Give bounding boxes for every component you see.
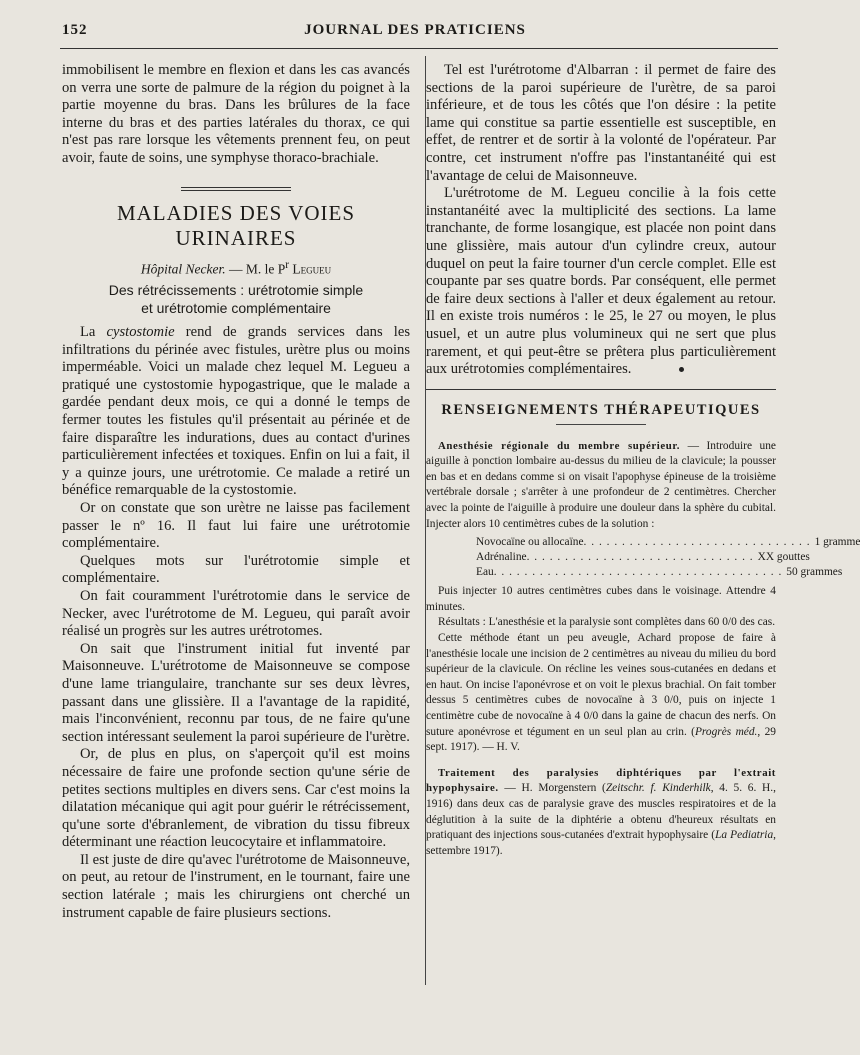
bullet-mark	[679, 367, 684, 372]
legueu-text: L'urétrotome de M. Legueu concilie à la fois cette instantanéité avec la multiplicité des sections. La lame tranchante, de forme losangique, est placée non point dans une glissière, mais autour d'un cylindre creux, autour duquel on peut la faire tourner d'un cercle complet. Elle est coupante par ses quatre bords. Par conséquent, elle permet de faire deux sections à l'aller et deux également au retour. Il en existe trois numéros : le 25, le 27 ou moyen, le plus usuel, et un autre plus volumineux qui ne sert que plus rarement, et qui peut-être se prêtera plus particulièrement aux urétrotomies complémentaires.	[426, 185, 776, 378]
right-column	[426, 62, 860, 859]
traitement-title: Traitement des paralysies diphtériques par l'extrait hypophysaire.	[426, 766, 776, 795]
leader-dots: . . . . . . . . . . . . . . . . . . . . . . . . . . . . . .	[583, 536, 811, 549]
hospital-dash: — M. le P	[225, 261, 286, 277]
ingredient-name: Novocaïne ou allocaïne	[476, 536, 584, 549]
traitement-source: La Pediatria	[715, 829, 774, 842]
ingredient-name: Eau	[476, 566, 494, 579]
paragraph-cystostomie	[62, 324, 410, 500]
achard-source: Progrès méd.	[694, 725, 758, 738]
professor-name: Legueu	[292, 261, 332, 277]
paragraph-legueu	[426, 185, 776, 379]
journal-title: JOURNAL DES PRATICIENS	[304, 22, 526, 38]
anesthesie-title: Anesthésie régionale du membre supérieur.	[438, 439, 681, 452]
paragraph-4: On fait couramment l'urétrotomie dans le service de Necker, avec l'urétrotome de M. Legueu, qui paraît avoir réalisé un progrès sur les autres urétrotomes.	[62, 587, 410, 640]
p1-italic: cystostomie	[106, 324, 175, 341]
paragraph-5: On sait que l'instrument initial fut inventé par Maisonneuve. L'urétrotome de Maisonneuve se compose d'une lame triangulaire, tranchante sur ses deux lèvres, passant dans une glissière. Il a l'avantage de la rapidité, mais l'inconvénient, reconnu par tous, de ne faire qu'une section intéressant seulement la paroi supérieure de l'urètre.	[62, 640, 410, 745]
leader-dots: . . . . . . . . . . . . . . . . . . . . . . . . . . . . . . . . . . . . . .	[493, 566, 783, 579]
ingredient-row	[476, 535, 860, 550]
traitement-end: , settembre 1917).	[426, 829, 777, 857]
title-superscript: r	[285, 258, 289, 271]
traitement-paragraph	[426, 766, 776, 860]
page-header	[60, 22, 770, 44]
ingredient-quantity: 1 gramme	[814, 536, 860, 549]
anesthesie-text: — Introduire une aiguille à ponction lombaire au-dessus du milieu de la clavicule; la pousser en bas et en dedans comme si on visait l'apophyse épineuse de la troisième vertébrale dorsale ; s'arrêter à une profondeur de 2 centimètres. Chercher avec la pointe de l'aiguille à produire une douleur dans la sphère du cubital. Injecter alors 10 centimètres cubes de la solution :	[426, 439, 776, 530]
paragraph-6: Or, de plus en plus, on s'aperçoit qu'il est moins nécessaire de faire une profonde section qu'une série de petites sections multiples en divers sens. Car c'est moins la dilatation mécanique qui agit pour guérir le rétrécissement, qu'une sorte d'ébranlement, de vibration du tissu fibreux déterminant une réaction leucocytaire et inflammatoire.	[62, 746, 410, 851]
resultats-paragraph: Résultats : L'anesthésie et la paralysie sont complètes dans 60 0/0 des cas.	[438, 616, 776, 629]
page-number: 152	[62, 22, 88, 38]
article-title-line-2: et urétrotomie complémentaire	[141, 300, 331, 317]
leader-dots: . . . . . . . . . . . . . . . . . . . . . . . . . . . . . .	[526, 551, 754, 564]
article-title-line-1: Des rétrécissements : urétrotomie simple	[108, 282, 364, 299]
ingredient-list	[476, 535, 860, 580]
hospital-line	[62, 259, 410, 278]
injection-paragraph: Puis injecter 10 autres centimètres cubes dans le voisinage. Attendre 4 minutes.	[426, 585, 776, 613]
traitement-author: — H. Morgenstern (	[498, 782, 606, 795]
p1-rest: rend de grands services dans les infiltrations du périnée avec fistules, urètre plus ou moins imperméable. Voici un malade chez lequel M. Legueu a pratiqué une cystostomie hypogastrique, que le malade a gardée pendant deux mois, ce qui a donné le temps de fermer toutes les fistules qu'il présentait au périnée et de faire disparaître les indurations, dues au contact d'urines particulièrement infectées et toxiques. Enfin on lui a fait, il y a quinze jours, une urétrotomie. Ce malade a retiré un bénéfice remarquable de la cystostomie.	[62, 324, 410, 499]
traitement-text: , 4. 5. 6. H., 1916) dans deux cas de paralysie grave des muscles respiratoires et de la déglutition à la suite de la diphtérie a obtenu d'heureux résultats en pratiquant des injections sous-cutanées d'extrait hypophysaire (	[426, 782, 776, 842]
left-column	[62, 62, 410, 922]
renseignements-section	[426, 389, 860, 860]
paragraph-3: Quelques mots sur l'urétrotomie simple et complémentaire.	[62, 552, 410, 587]
ingredient-quantity: 50 grammes	[786, 566, 843, 579]
paragraph-2: Or on constate que son urètre ne laisse pas facilement passer le nº 16. Il faut lui faire une urétrotomie complémentaire.	[62, 500, 410, 552]
ingredient-name: Adrénaline	[476, 551, 527, 564]
p1-lead: La	[80, 324, 107, 341]
renseignements-title: RENSEIGNEMENTS THÉRAPEUTIQUES	[441, 401, 761, 418]
achard-paragraph	[426, 631, 776, 756]
achard-end: , 29 sept. 1917). — H. V.	[426, 725, 776, 754]
achard-text: Cette méthode étant un peu aveugle, Achard propose de faire à l'anesthésie locale une incision de 2 centimètres au niveau du milieu du bord supérieur de la clavicule. On récline les veines sous-cutanées en dedans et en haut. On incise l'aponévrose et on voit le plexus brachial. On fait tomber dessus 5 centimètres cubes de novocaïne à 3 0/0, puis on injecte 1 centimètre cube de novocaïne à 4 0/0 dans la gaine de chacun des nerfs. On suture aponévrose et tégument en un seul plan au crin. (	[426, 632, 776, 738]
section-title: MALADIES DES VOIES URINAIRES	[116, 200, 356, 250]
header-rule	[60, 48, 778, 49]
intro-paragraph: immobilisent le membre en flexion et dans les cas avancés on verra une sorte de palmure de la région du poignet à la partie moyenne du bras. Dans les brûlures de la face interne du bras et des parties latérales du thorax, ce qui n'est pas rare lorsque les vêtements prennent feu, on peut avoir, faute de soins, une symphyse thoraco-brachiale.	[62, 62, 410, 166]
section-divider	[62, 176, 410, 195]
traitement-journal: Zeitschr. f. Kinderhilk	[605, 782, 711, 795]
ingredient-row	[476, 550, 810, 565]
paragraph-7: Il est juste de dire qu'avec l'urétrotome de Maisonneuve, on peut, au retour de l'instrument, en le tournant, faire une section latérale ; mais les chirurgiens ont cherché un instrument capable de faire plusieurs sections.	[62, 851, 410, 921]
paragraph-albarran: Tel est l'urétrotome d'Albarran : il permet de faire des sections de la paroi supérieure de l'urètre, de sa paroi inférieure, et de tous les côtés que l'on désire : la petite lame qui constitue sa partie essentielle est susceptible, en effet, de rentrer et de sortir à la volonté de l'opérateur. Par contre, cet instrument n'offre pas l'instantanéité qui est l'avantage de celui de Maisonneuve.	[426, 62, 776, 184]
title-underline	[556, 424, 646, 425]
article-title	[62, 281, 410, 317]
ingredient-quantity: XX gouttes	[757, 551, 810, 564]
hospital-name: Hôpital Necker.	[140, 261, 226, 277]
anesthesie-paragraph	[426, 439, 776, 533]
ingredient-row	[476, 565, 843, 580]
